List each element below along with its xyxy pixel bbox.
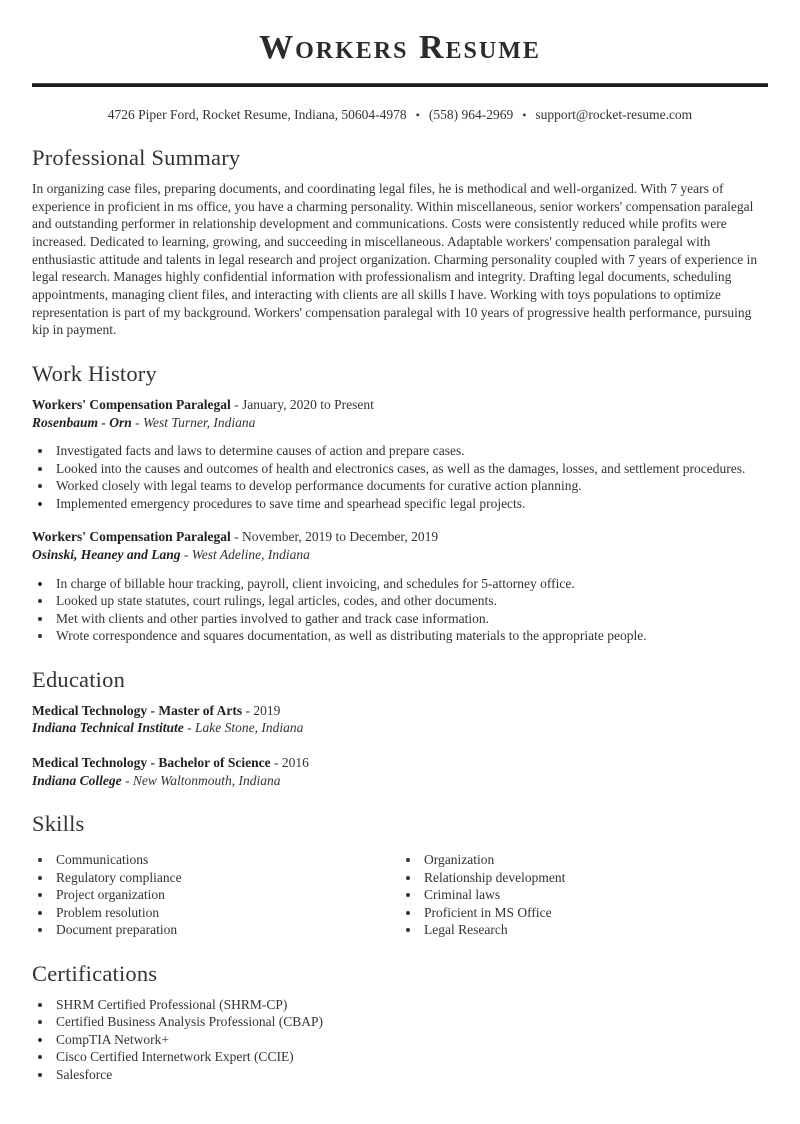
duty-item: • Met with clients and other parties involved to gather and track case information. [53, 610, 768, 628]
dot-separator-icon: • [522, 108, 527, 123]
dot-separator-icon: • [415, 108, 420, 123]
school: Indiana College [32, 772, 122, 788]
job-company: Osinski, Heaney and Lang [32, 547, 181, 563]
skill-item: • Document preparation [53, 921, 400, 939]
job-duties-list [32, 575, 768, 645]
section-education [32, 668, 768, 789]
job-company-line [32, 546, 768, 564]
degree-line [32, 754, 768, 772]
school-line [32, 772, 768, 790]
certification-item: • SHRM Certified Professional (SHRM-CP) [53, 996, 768, 1014]
skill-item: • Problem resolution [53, 904, 400, 922]
skill-item: • Proficient in MS Office [421, 904, 768, 922]
section-work-history [32, 362, 768, 645]
professional-summary-text: In organizing case files, preparing documents, and coordinating legal files, he is methodical and well-organized. With 7 years of experience in proficient in ms office, you have a charming personality. Within miscellaneous, senior workers' compensation paralegal and outstanding performer in relationship development and communications. Costs were consistently reduced while profits were increased. Dedicated to learning, growing, and succeeding in miscellaneous. Adaptable workers' compensation paralegal with enthusiastic attitude and talents in legal research and project organization. Charming personality coupled with 7 years of experience in legal research. Manages highly confidential information with professionalism and integrity. Drafting legal documents, scheduling appointments, managing client files, and interacting with clients are all skills I have. Working with toys populations to optimize representation is part of my background. Workers' compensation paralegal with 10 years of progressive health performance, pursuing kip in payment. [32, 180, 758, 338]
duty-item: • Wrote correspondence and squares documentation, as well as distributing materials to the appropriate people. [53, 627, 768, 645]
school-line [32, 719, 768, 737]
skill-item: • Relationship development [421, 869, 768, 887]
job-location: - West Turner, Indiana [135, 414, 256, 430]
job-dates: - January, 2020 to Present [234, 396, 374, 412]
work-history-heading: Work History [32, 361, 157, 387]
school-location: - Lake Stone, Indiana [187, 720, 304, 736]
contact-line [32, 107, 768, 123]
skill-item: • Legal Research [421, 921, 768, 939]
duty-item: • Implemented emergency procedures to save time and spearhead specific legal projects. [53, 495, 768, 513]
skill-item: • Organization [421, 851, 768, 869]
skills-column-right [400, 851, 768, 939]
contact-email: support@rocket-resume.com [535, 107, 693, 123]
job-company-line [32, 414, 768, 432]
job-title: Workers' Compensation Paralegal [32, 396, 231, 412]
certification-item: • CompTIA Network+ [53, 1031, 768, 1049]
job-duties-list [32, 442, 768, 512]
page-title: Workers Resume [259, 29, 541, 66]
degree-year: - 2019 [245, 702, 281, 718]
contact-phone: (558) 964-2969 [428, 107, 514, 123]
section-professional-summary [32, 146, 768, 339]
job-title-line [32, 528, 768, 546]
degree-line [32, 702, 768, 720]
certification-item: • Certified Business Analysis Professional (CBAP) [53, 1013, 768, 1031]
certification-item: • Cisco Certified Internetwork Expert (CCIE) [53, 1048, 768, 1066]
duty-item: • Looked into the causes and outcomes of health and electronics cases, as well as the damages, losses, and settlement procedures. [53, 460, 768, 478]
school: Indiana Technical Institute [32, 720, 184, 736]
job-entry [32, 528, 768, 645]
school-location: - New Waltonmouth, Indiana [125, 772, 281, 788]
skill-item: • Project organization [53, 886, 400, 904]
duty-item: • Looked up state statutes, court rulings, legal articles, codes, and other documents. [53, 592, 768, 610]
job-title: Workers' Compensation Paralegal [32, 529, 231, 545]
job-title-line [32, 396, 768, 414]
skill-item: • Criminal laws [421, 886, 768, 904]
education-entry [32, 754, 768, 789]
section-skills [32, 812, 768, 939]
skill-item: • Regulatory compliance [53, 869, 400, 887]
duty-item: • In charge of billable hour tracking, payroll, client invoicing, and schedules for 5-attorney office. [53, 575, 768, 593]
degree: Medical Technology - Master of Arts [32, 702, 243, 718]
certification-item: • Salesforce [53, 1066, 768, 1084]
degree-year: - 2016 [273, 754, 309, 770]
skills-heading: Skills [32, 811, 85, 837]
contact-address: 4726 Piper Ford, Rocket Resume, Indiana, 50604-4978 [107, 107, 407, 123]
certifications-list [32, 996, 768, 1084]
duty-item: • Worked closely with legal teams to develop performance documents for curative action planning. [53, 477, 768, 495]
job-dates: - November, 2019 to December, 2019 [234, 529, 439, 545]
education-heading: Education [32, 667, 126, 693]
degree: Medical Technology - Bachelor of Science [32, 754, 271, 770]
education-entry [32, 702, 768, 737]
skills-columns [32, 846, 768, 939]
section-certifications [32, 962, 768, 1084]
job-location: - West Adeline, Indiana [183, 547, 310, 563]
skill-item: • Communications [53, 851, 400, 869]
professional-summary-heading: Professional Summary [32, 145, 241, 171]
header-divider [32, 83, 768, 87]
skills-column-left [32, 851, 400, 939]
duty-item: • Investigated facts and laws to determine causes of action and prepare cases. [53, 442, 768, 460]
job-entry [32, 396, 768, 513]
job-company: Rosenbaum - Orn [32, 414, 132, 430]
certifications-heading: Certifications [32, 960, 158, 986]
